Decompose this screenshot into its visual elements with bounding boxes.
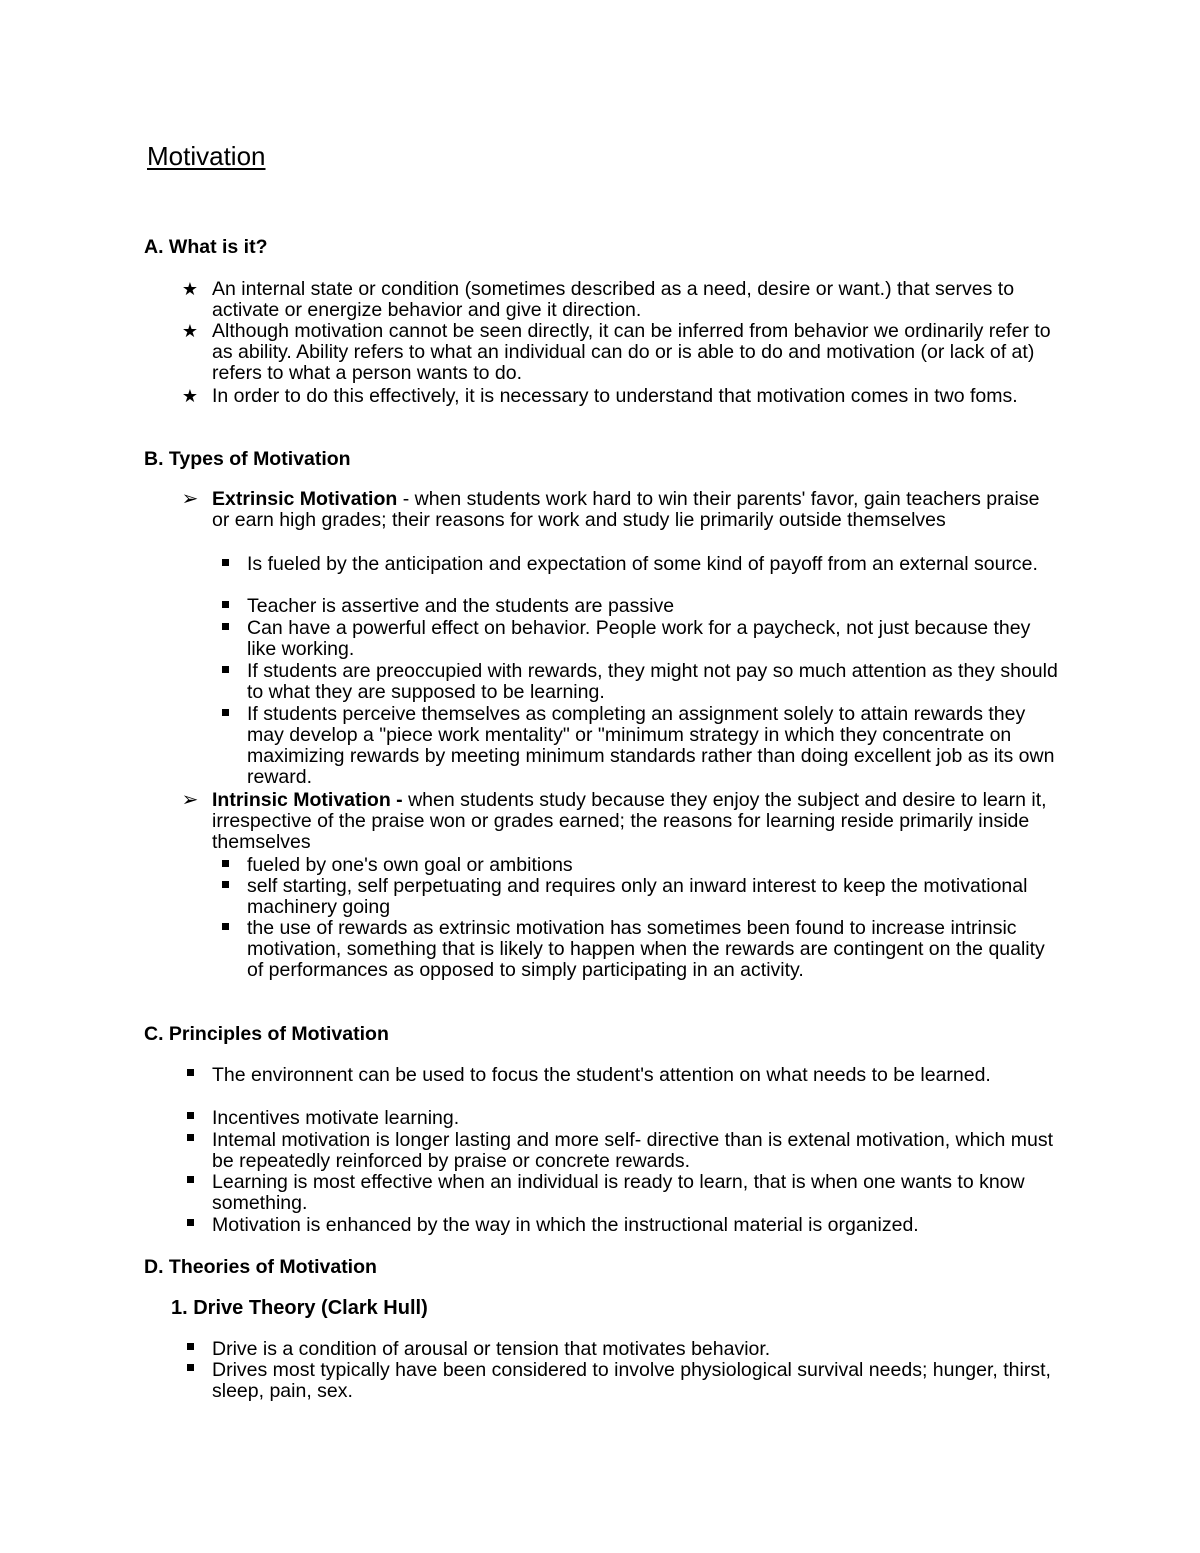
square-bullet-icon — [213, 876, 237, 897]
square-bullet-icon — [213, 661, 237, 682]
square-bullet-icon — [213, 554, 237, 575]
list-item: The environnent can be used to focus the student's attention on what needs to be learned. — [212, 1065, 1062, 1086]
square-bullet-icon — [213, 704, 237, 725]
list-item: the use of rewards as extrinsic motivation has sometimes been found to increase intrinsic motivation, something that is likely to happen when the rewards are contingent on the quality of performances as opposed to simply participating in an activity. — [247, 918, 1062, 981]
list-item: Teacher is assertive and the students are passive — [247, 596, 1062, 617]
list-item: ★ An internal state or condition (sometimes described as a need, desire or want.) that serves to activate or energize behavior and give it direction. — [212, 279, 1062, 321]
square-bullet-icon — [178, 1339, 202, 1360]
list-item: Drive is a condition of arousal or tension that motivates behavior. — [212, 1339, 1062, 1360]
square-bullet-icon — [178, 1360, 202, 1381]
list-item: Drives most typically have been considered to involve physiological survival needs; hunger, thirst, sleep, pain, sex. — [212, 1360, 1062, 1402]
list-item: Learning is most effective when an individual is ready to learn, that is when one wants to know something. — [212, 1172, 1062, 1214]
section-d-heading: D. Theories of Motivation — [144, 1256, 377, 1278]
square-bullet-icon — [213, 918, 237, 939]
square-bullet-icon — [178, 1065, 202, 1086]
intrinsic-motivation-item: ➢ Intrinsic Motivation - when students study because they enjoy the subject and desire to learn it, irrespective of the praise won or grades earned; the reasons for learning reside primarily inside themselves — [212, 790, 1062, 853]
list-item: Incentives motivate learning. — [212, 1108, 1062, 1129]
list-item: Is fueled by the anticipation and expectation of some kind of payoff from an external source. — [247, 554, 1062, 575]
arrow-bullet-icon: ➢ — [181, 789, 199, 811]
list-item: Motivation is enhanced by the way in which the instructional material is organized. — [212, 1215, 1062, 1236]
drive-theory-heading: 1. Drive Theory (Clark Hull) — [171, 1297, 428, 1319]
star-bullet-icon: ★ — [181, 321, 199, 341]
list-item: Intemal motivation is longer lasting and more self- directive than is extenal motivation, which must be repeatedly reinforced by praise or concrete rewards. — [212, 1130, 1062, 1172]
square-bullet-icon — [213, 596, 237, 617]
list-item: Can have a powerful effect on behavior. People work for a paycheck, not just because they like working. — [247, 618, 1062, 660]
square-bullet-icon — [178, 1172, 202, 1193]
square-bullet-icon — [178, 1215, 202, 1236]
list-item: ★ In order to do this effectively, it is necessary to understand that motivation comes in two foms. — [212, 386, 1062, 407]
square-bullet-icon — [178, 1108, 202, 1129]
star-bullet-icon: ★ — [181, 279, 199, 299]
list-item: If students are preoccupied with rewards, they might not pay so much attention as they should to what they are supposed to be learning. — [247, 661, 1062, 703]
list-item: If students perceive themselves as completing an assignment solely to attain rewards they may develop a "piece work mentality" or "minimum strategy in which they concentrate on maximizing rewards by meeting minimum standards rather than doing excellent job as its own reward. — [247, 704, 1062, 788]
list-item: fueled by one's own goal or ambitions — [247, 855, 1062, 876]
section-a-heading: A. What is it? — [144, 236, 268, 258]
star-bullet-icon: ★ — [181, 386, 199, 406]
page-title: Motivation — [147, 141, 266, 171]
square-bullet-icon — [213, 618, 237, 639]
extrinsic-motivation-item: ➢ Extrinsic Motivation - when students work hard to win their parents' favor, gain teachers praise or earn high grades; their reasons for work and study lie primarily outside themselves — [212, 489, 1062, 531]
square-bullet-icon — [213, 855, 237, 876]
section-c-heading: C. Principles of Motivation — [144, 1023, 389, 1045]
list-item: self starting, self perpetuating and requires only an inward interest to keep the motivational machinery going — [247, 876, 1062, 918]
section-b-heading: B. Types of Motivation — [144, 448, 351, 470]
arrow-bullet-icon: ➢ — [181, 488, 199, 510]
list-item: ★ Although motivation cannot be seen directly, it can be inferred from behavior we ordinarily refer to as ability. Ability refers to what an individual can do or is able to do and motivation (or lack of at) refers to what a person wants to do. — [212, 321, 1062, 384]
square-bullet-icon — [178, 1130, 202, 1151]
